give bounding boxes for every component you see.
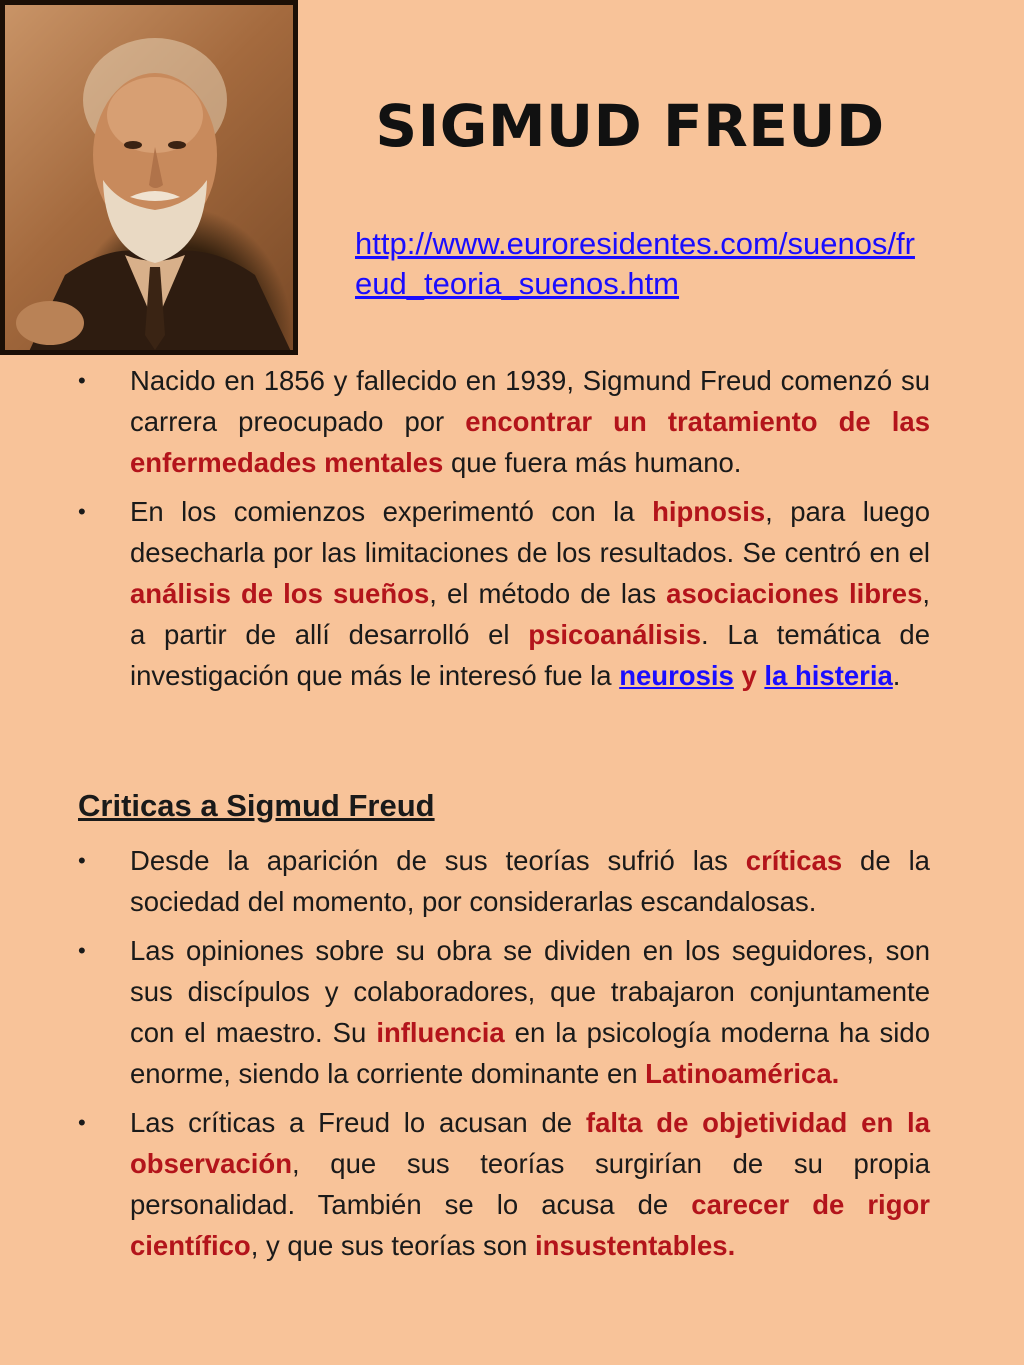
highlighted-text: psicoanálisis: [528, 619, 702, 650]
text-run: que fuera más humano.: [443, 447, 742, 478]
bullet-text: [130, 365, 930, 478]
highlighted-text: encontrar un tratamiento de las enfermedades mentales: [130, 406, 930, 478]
text-run: Las opiniones sobre su obra se dividen en los seguidores, son sus discípulos y colaboradores, que trabajaron conjuntamente con el maestro. Su: [130, 935, 930, 1048]
highlighted-text: insustentables.: [535, 1230, 736, 1261]
text-run: , el método de las: [429, 578, 667, 609]
highlighted-text: influencia: [376, 1017, 505, 1048]
bullet-item: [78, 1102, 930, 1266]
bullet-item: [78, 930, 930, 1094]
text-run: Nacido en 1856 y fallecido en 1939, Sigmund Freud comenzó su carrera preocupado por: [130, 365, 930, 437]
highlighted-text: asociaciones libres: [666, 578, 923, 609]
bullet-text: [130, 1107, 930, 1261]
highlighted-text: críticas: [745, 845, 843, 876]
bullet-icon: •: [78, 938, 86, 963]
critics-heading: Criticas a Sigmud Freud: [78, 788, 435, 823]
histeria-link[interactable]: la histeria: [764, 660, 893, 691]
text-run: , que sus teorías surgirían de su propia personalidad. También se lo acusa de: [130, 1148, 930, 1220]
portrait-drawing: [5, 5, 298, 355]
text-run: . La temática de investigación que más le interesó fue la: [130, 619, 930, 691]
intro-bullet-list: [78, 360, 930, 704]
text-run: , para luego desecharla por las limitaciones de los resultados. Se centró en el: [130, 496, 931, 568]
bullet-text: [130, 496, 930, 691]
highlighted-text: análisis de los sueños: [130, 578, 430, 609]
bullet-icon: •: [78, 368, 86, 393]
bullet-text: [130, 845, 930, 917]
freud-portrait: [0, 0, 298, 355]
highlighted-text: falta de objetividad en la observación: [130, 1107, 930, 1179]
text-run: , a partir de allí desarrolló el: [130, 578, 930, 650]
text-run: , y que sus teorías son: [250, 1230, 536, 1261]
bullet-item: [78, 491, 930, 696]
text-run: en la psicología moderna ha sido enorme, siendo la corriente dominante en: [130, 1017, 930, 1089]
text-run: En los comienzos experimentó con la: [130, 496, 653, 527]
bullet-text: [130, 935, 930, 1089]
text-run: y: [733, 660, 765, 691]
bullet-icon: •: [78, 1110, 86, 1135]
highlighted-text: Latinoamérica.: [645, 1058, 840, 1089]
bullet-icon: •: [78, 499, 86, 524]
text-run: de la sociedad del momento, por considerarlas escandalosas.: [130, 845, 930, 917]
highlighted-text: carecer de rigor científico: [130, 1189, 930, 1261]
text-run: Desde la aparición de sus teorías sufrió las: [130, 845, 746, 876]
text-run: Las críticas a Freud lo acusan de: [130, 1107, 586, 1138]
source-link[interactable]: http://www.euroresidentes.com/suenos/freud_teoria_suenos.htm: [355, 226, 915, 301]
bullet-icon: •: [78, 848, 86, 873]
bullet-item: [78, 840, 930, 922]
text-run: .: [892, 660, 901, 691]
critics-bullet-list: [78, 840, 930, 1274]
page-title: SIGMUD FREUD: [375, 92, 885, 160]
highlighted-text: hipnosis: [652, 496, 766, 527]
bullet-item: [78, 360, 930, 483]
neurosis-link[interactable]: neurosis: [619, 660, 734, 691]
